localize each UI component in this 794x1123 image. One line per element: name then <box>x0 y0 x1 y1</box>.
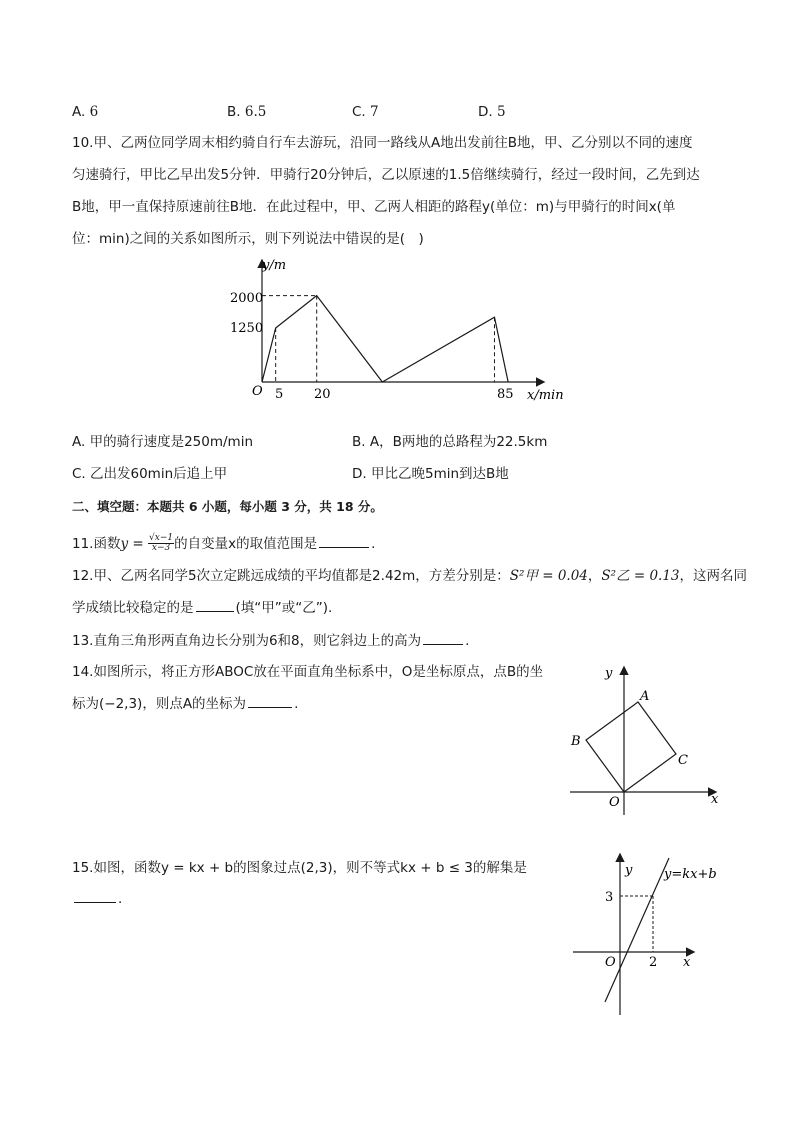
q12-line1-a: 12.甲、乙两名同学5次立定跳远成绩的平均值都是2.42m，方差分别是： <box>72 568 510 584</box>
q12-line2-b: (填“甲”或“乙”). <box>235 600 333 616</box>
q10-line3: B地，甲一直保持原速前往B地．在此过程中，甲、乙两人相距的路程y(单位：m)与甲骑行的时间x(单 <box>72 199 676 215</box>
y-axis-label: y/m <box>262 258 287 273</box>
option-value: 6 <box>89 104 99 120</box>
q15-label-3: 3 <box>605 890 614 905</box>
y-tick-label-2000: 2000 <box>230 291 264 306</box>
q15-function-line <box>605 858 669 1002</box>
q12-variance-jia: S²甲 = 0.04 <box>509 568 588 584</box>
q14-line2 <box>72 696 298 712</box>
q13 <box>72 633 469 649</box>
q15-line2 <box>72 891 122 907</box>
q15-answer-blank[interactable] <box>74 901 116 903</box>
option-label: D. <box>478 104 493 120</box>
q11-frac-num: √x−1 <box>149 533 174 543</box>
option-label: B. <box>227 104 241 120</box>
q10-option-c: C. 乙出发60min后追上甲 <box>72 466 228 482</box>
q14-line2-text: 标为(−2,3)，则点A的坐标为 <box>72 696 247 712</box>
x-tick-label-20: 20 <box>314 387 331 402</box>
q12-line1: 12.甲、乙两名同学5次立定跳远成绩的平均值都是2.42m，方差分别是：S²甲 = 0.04，S²乙 = 0.13，这两名同 <box>72 568 748 584</box>
origin-label: O <box>252 384 263 399</box>
option-value: 6.5 <box>244 104 267 120</box>
q15-line1: 15.如图，函数y = kx + b的图象过点(2,3)，则不等式kx + b ≤ 3的解集是 <box>72 860 527 876</box>
q11 <box>72 534 375 554</box>
q15-label-o: O <box>605 955 616 970</box>
q15-label-y: y <box>625 863 633 878</box>
q12-answer-blank[interactable] <box>196 610 234 612</box>
q13-answer-blank[interactable] <box>423 643 463 645</box>
option-d-q9 <box>478 104 506 120</box>
q10-line1: 10.甲、乙两位同学周末相约骑自行车去游玩，沿同一路线从A地出发前往B地，甲、乙分别以不同的速度 <box>72 135 693 151</box>
q10-option-a: A. 甲的骑行速度是250m/min <box>72 434 254 450</box>
q12-line1-b: ，这两名同 <box>679 568 748 584</box>
q15-end: . <box>118 891 123 907</box>
q15-label-x: x <box>683 955 691 970</box>
q14-square-abo-c <box>586 702 676 792</box>
q12-variance-yi: S²乙 = 0.13 <box>601 568 680 584</box>
q15-label-2: 2 <box>649 955 658 970</box>
distance-series-line <box>262 296 508 382</box>
q11-prefix: 11.函数 <box>72 535 121 552</box>
q14-label-x: x <box>711 792 719 807</box>
option-c-q9 <box>352 104 379 120</box>
option-a-q9 <box>72 104 98 120</box>
q10-option-b: B. A，B两地的总路程为22.5km <box>352 434 548 450</box>
q14-line1: 14.如图所示，将正方形ABOC放在平面直角坐标系中，O是坐标原点，点B的坐 <box>72 664 544 680</box>
q11-end: . <box>371 535 376 552</box>
q11-frac-den: x−3 <box>151 543 171 554</box>
q10-distance-time-chart <box>225 253 570 405</box>
q11-answer-blank[interactable] <box>319 546 369 548</box>
q11-y-eq: y = <box>120 535 144 552</box>
option-label: C. <box>352 104 366 120</box>
option-label: A. <box>72 104 86 120</box>
q11-fraction <box>148 534 174 554</box>
q10-option-d: D. 甲比乙晚5min到达B地 <box>352 466 509 482</box>
q13-end: . <box>465 633 470 649</box>
q14-square-figure <box>565 660 725 820</box>
q12-line2 <box>72 600 332 616</box>
x-tick-label-85: 85 <box>497 387 514 402</box>
q14-label-o: O <box>609 795 620 810</box>
option-b-q9 <box>227 104 266 120</box>
q14-label-b: B <box>571 734 581 749</box>
q10-line2: 匀速骑行，甲比乙早出发5分钟．甲骑行20分钟后，乙以原速的1.5倍继续骑行，经过一段时间，乙先到达 <box>72 167 700 183</box>
q13-text: 13.直角三角形两直角边长分别为6和8，则它斜边上的高为 <box>72 633 422 649</box>
option-value: 7 <box>370 104 379 120</box>
q14-label-c: C <box>678 753 688 768</box>
option-value: 5 <box>496 104 506 120</box>
q14-end: . <box>294 696 299 712</box>
x-axis-label: x/min <box>527 388 564 403</box>
q14-answer-blank[interactable] <box>248 706 292 708</box>
q15-label-equation: y=kx+b <box>664 867 717 882</box>
q12-line2-a: 学成绩比较稳定的是 <box>72 600 194 616</box>
q14-label-y: y <box>605 666 613 681</box>
section-heading: 二、填空题：本题共 6 小题，每小题 3 分，共 18 分。 <box>72 499 383 514</box>
q11-suffix: 的自变量x的取值范围是 <box>174 535 318 552</box>
y-tick-label-1250: 1250 <box>230 321 264 336</box>
q14-label-a: A <box>640 689 650 704</box>
q10-line4: 位：min)之间的关系如图所示，则下列说法中错误的是( ) <box>72 231 424 247</box>
q15-linear-function-figure <box>565 850 730 1022</box>
x-tick-label-5: 5 <box>275 387 284 402</box>
